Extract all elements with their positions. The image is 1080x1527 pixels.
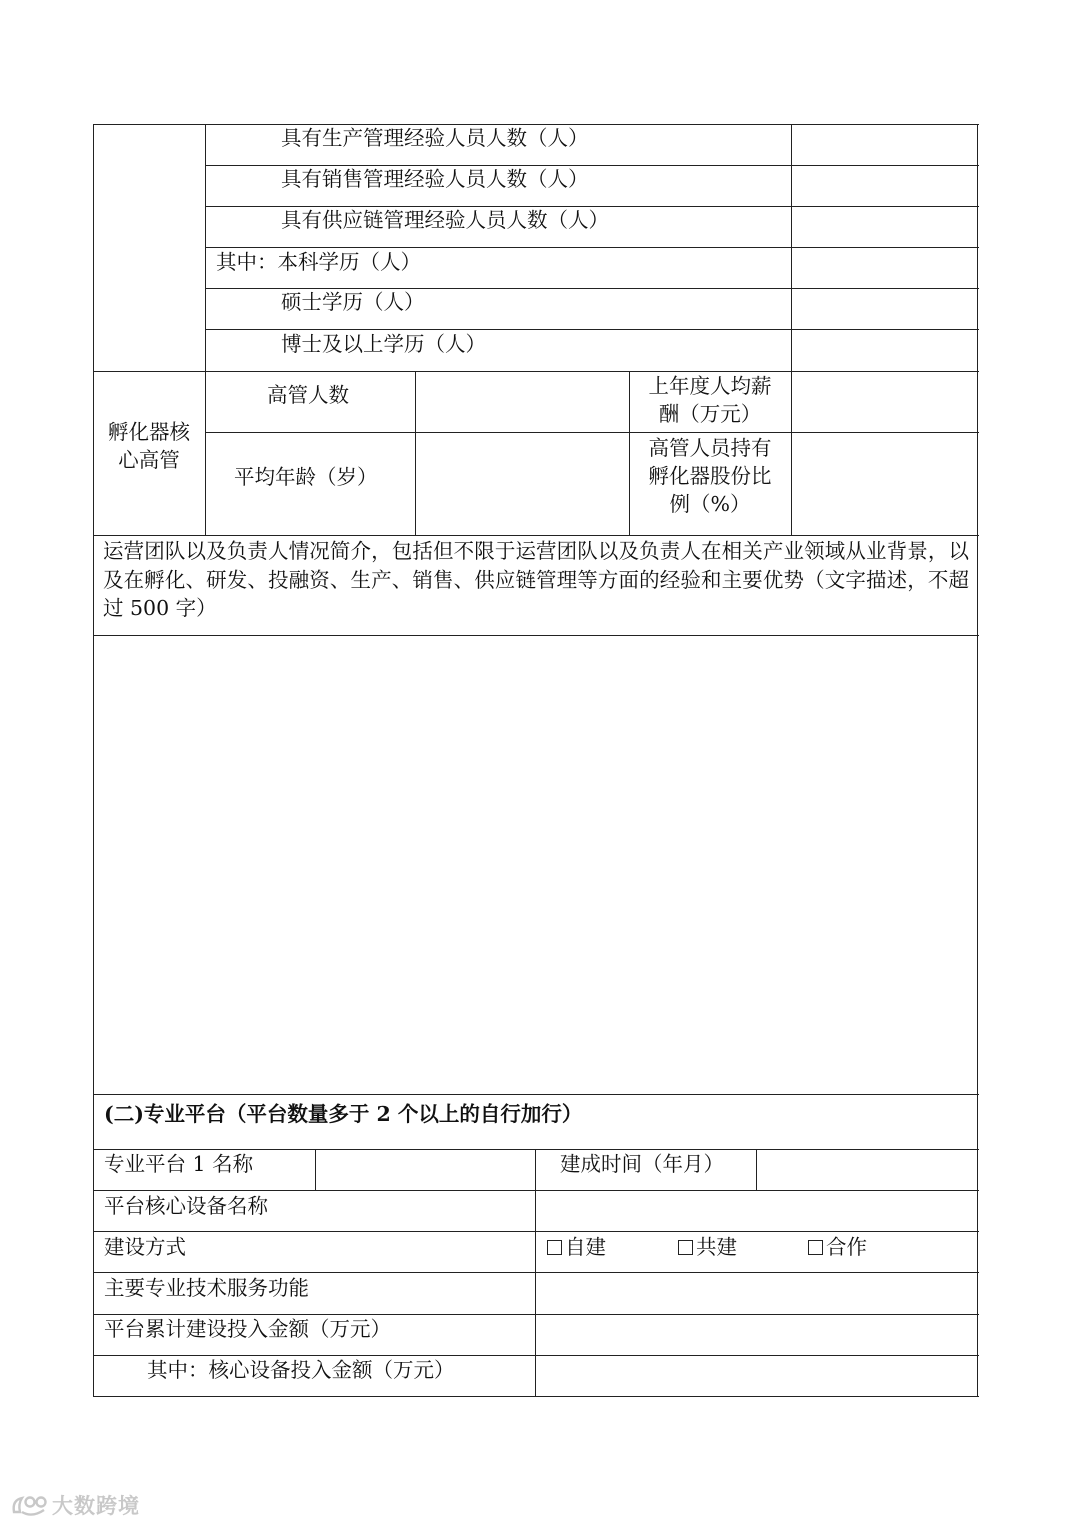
executive-share-field[interactable] [792, 433, 977, 535]
executive-salary-field[interactable] [792, 372, 977, 432]
construction-mode-label: 建设方式 [104, 1235, 186, 1259]
staff-row-label: 具有销售管理经验人员人数（人） [281, 167, 589, 191]
service-function-field[interactable] [536, 1273, 977, 1314]
staff-row-value-field[interactable] [792, 207, 977, 247]
option-co-built-checkbox[interactable] [678, 1233, 737, 1261]
core-equipment-label: 平台核心设备名称 [104, 1194, 268, 1218]
watermark [10, 1490, 140, 1520]
option-label: 共建 [696, 1235, 737, 1259]
executive-count-label: 高管人数 [267, 383, 349, 407]
platform-section-title: (二)专业平台（平台数量多于 2 个以上的自行加行） [104, 1102, 583, 1126]
table-border [93, 535, 979, 536]
option-label: 自建 [565, 1235, 606, 1259]
executive-salary-label: 上年度人均薪酬（万元） [648, 374, 772, 426]
checkbox-icon [678, 1240, 693, 1255]
option-cooperation-checkbox[interactable] [808, 1233, 867, 1261]
core-equipment-field[interactable] [536, 1191, 977, 1231]
executives-group-label: 孵化器核心高管 [108, 420, 190, 472]
staff-row-label: 具有生产管理经验人员人数（人） [281, 126, 589, 150]
platform-name-field[interactable] [316, 1150, 535, 1190]
brand-logo-icon [10, 1492, 48, 1518]
watermark-text: 大数跨境 [52, 1494, 140, 1518]
executive-age-label: 平均年龄（岁） [234, 465, 378, 489]
table-border [629, 371, 630, 535]
service-function-label: 主要专业技术服务功能 [104, 1276, 309, 1300]
investment-label: 平台累计建设投入金额（万元） [104, 1317, 391, 1341]
staff-row-label: 其中：本科学历（人） [216, 250, 421, 274]
option-self-built-checkbox[interactable] [547, 1233, 606, 1261]
staff-row-value-field[interactable] [792, 248, 977, 288]
platform-name-label: 专业平台 1 名称 [104, 1152, 254, 1176]
staff-row-label: 硕士学历（人） [281, 290, 425, 314]
staff-row-value-field[interactable] [792, 289, 977, 329]
executive-count-field[interactable] [416, 372, 629, 432]
build-time-field[interactable] [757, 1150, 977, 1190]
staff-row-value-field[interactable] [792, 166, 977, 206]
staff-row-value-field[interactable] [792, 330, 977, 371]
table-border [977, 124, 978, 1397]
executive-share-label: 高管人员持有孵化器股份比例（%） [648, 436, 772, 516]
staff-row-label: 博士及以上学历（人） [281, 332, 486, 356]
core-investment-label: 其中：核心设备投入金额（万元） [147, 1358, 455, 1382]
team-intro-prompt: 运营团队以及负责人情况简介，包括但不限于运营团队以及负责人在相关产业领域从业背景，以及在孵化、研发、投融资、生产、销售、供应链管理等方面的经验和主要优势（文字描述，不超过 500 字） [103, 539, 969, 620]
checkbox-icon [808, 1240, 823, 1255]
table-border [93, 1094, 979, 1095]
staff-row-label: 具有供应链管理经验人员人数（人） [281, 208, 609, 232]
core-investment-field[interactable] [536, 1356, 977, 1396]
investment-field[interactable] [536, 1315, 977, 1355]
staff-row-value-field[interactable] [792, 125, 977, 165]
option-label: 合作 [826, 1235, 867, 1259]
checkbox-icon [547, 1240, 562, 1255]
executive-age-field[interactable] [416, 433, 629, 535]
table-border [205, 124, 206, 535]
team-intro-textarea[interactable] [94, 636, 977, 1094]
build-time-label: 建成时间（年月） [560, 1152, 724, 1176]
